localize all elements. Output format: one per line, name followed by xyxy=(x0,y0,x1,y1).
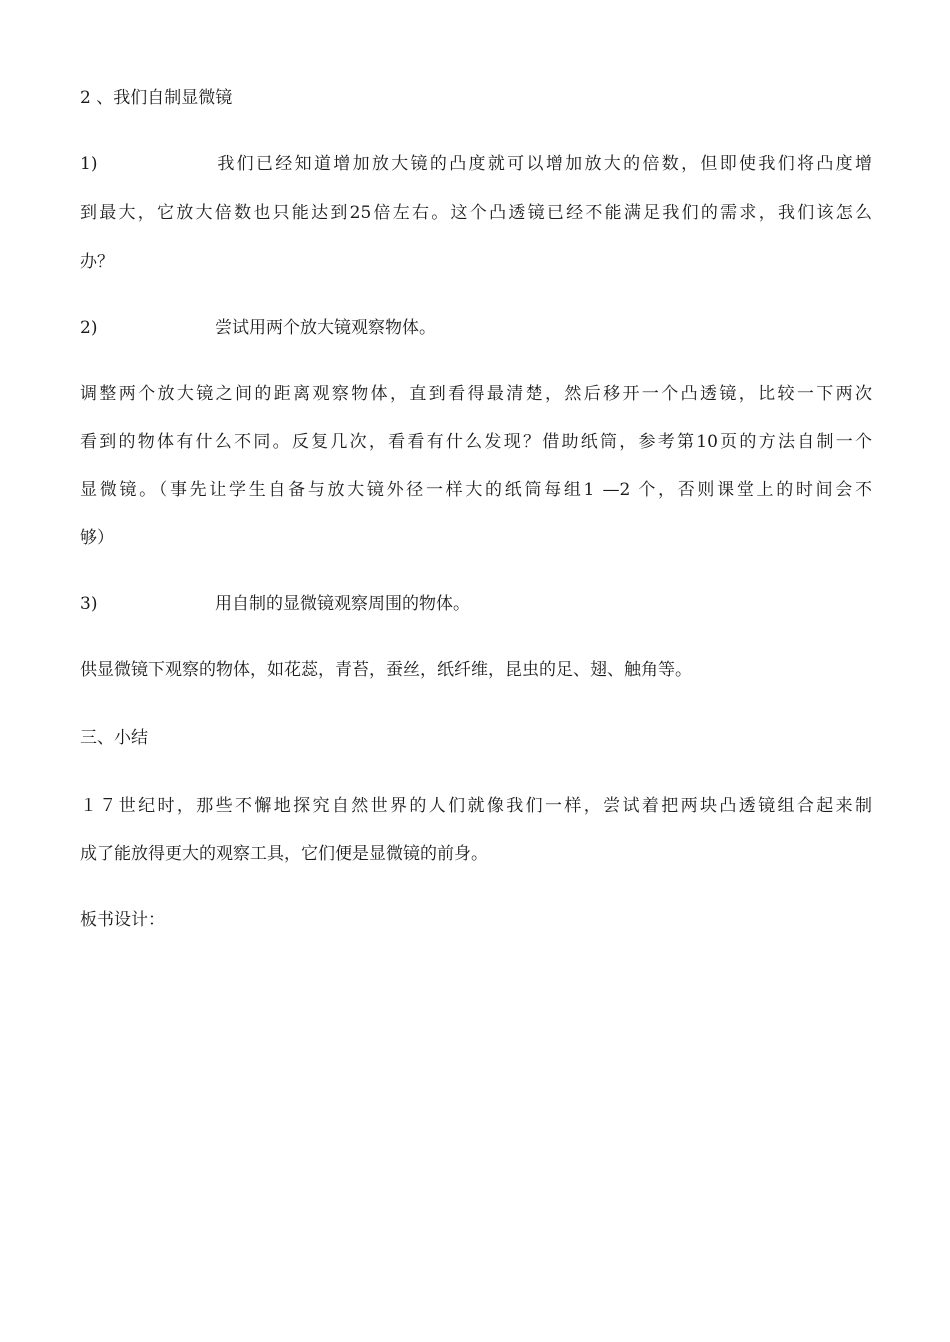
summary-heading: 三、小结 xyxy=(80,728,148,748)
step3-text: 用自制的显微镜观察周围的物体。 xyxy=(215,594,470,614)
step2-detail-line-3: 显微镜。（事先让学生自备与放大镜外径一样大的纸筒每组1 —2 个，否则课堂上的时间会不 xyxy=(80,480,872,500)
step2-detail-line-2: 看到的物体有什么不同。反复几次，看看有什么发现？借助纸筒，参考第10页的方法自制一个 xyxy=(80,432,872,452)
step2-detail-line-1: 调整两个放大镜之间的距离观察物体，直到看得最清楚，然后移开一个凸透镜，比较一下两次 xyxy=(80,384,872,404)
step2-detail-line-4: 够） xyxy=(80,528,114,548)
step1-line-1 xyxy=(80,152,872,176)
step2-number: 2) xyxy=(80,318,98,338)
step2-line xyxy=(80,316,872,340)
step1-line-2: 到最大，它放大倍数也只能达到25倍左右。这个凸透镜已经不能满足我们的需求，我们该怎么 xyxy=(80,203,872,223)
summary-line-2: 成了能放得更大的观察工具，它们便是显微镜的前身。 xyxy=(80,844,488,864)
summary-line-1: １７世纪时，那些不懈地探究自然世界的人们就像我们一样，尝试着把两块凸透镜组合起来制 xyxy=(80,796,872,816)
step3-detail: 供显微镜下观察的物体，如花蕊，青苔，蚕丝，纸纤维，昆虫的足、翅、触角等。 xyxy=(80,660,692,680)
step1-line-3: 办？ xyxy=(80,252,114,272)
step2-text: 尝试用两个放大镜观察物体。 xyxy=(215,318,436,338)
board-design-label: 板书设计： xyxy=(80,910,165,930)
step1-text-1: 我们已经知道增加放大镜的凸度就可以增加放大的倍数，但即使我们将凸度增 xyxy=(215,154,872,174)
step3-line xyxy=(80,592,872,616)
step3-number: 3) xyxy=(80,594,98,614)
step1-number: 1) xyxy=(80,154,98,174)
section-heading: 2 、我们自制显微镜 xyxy=(80,88,233,108)
